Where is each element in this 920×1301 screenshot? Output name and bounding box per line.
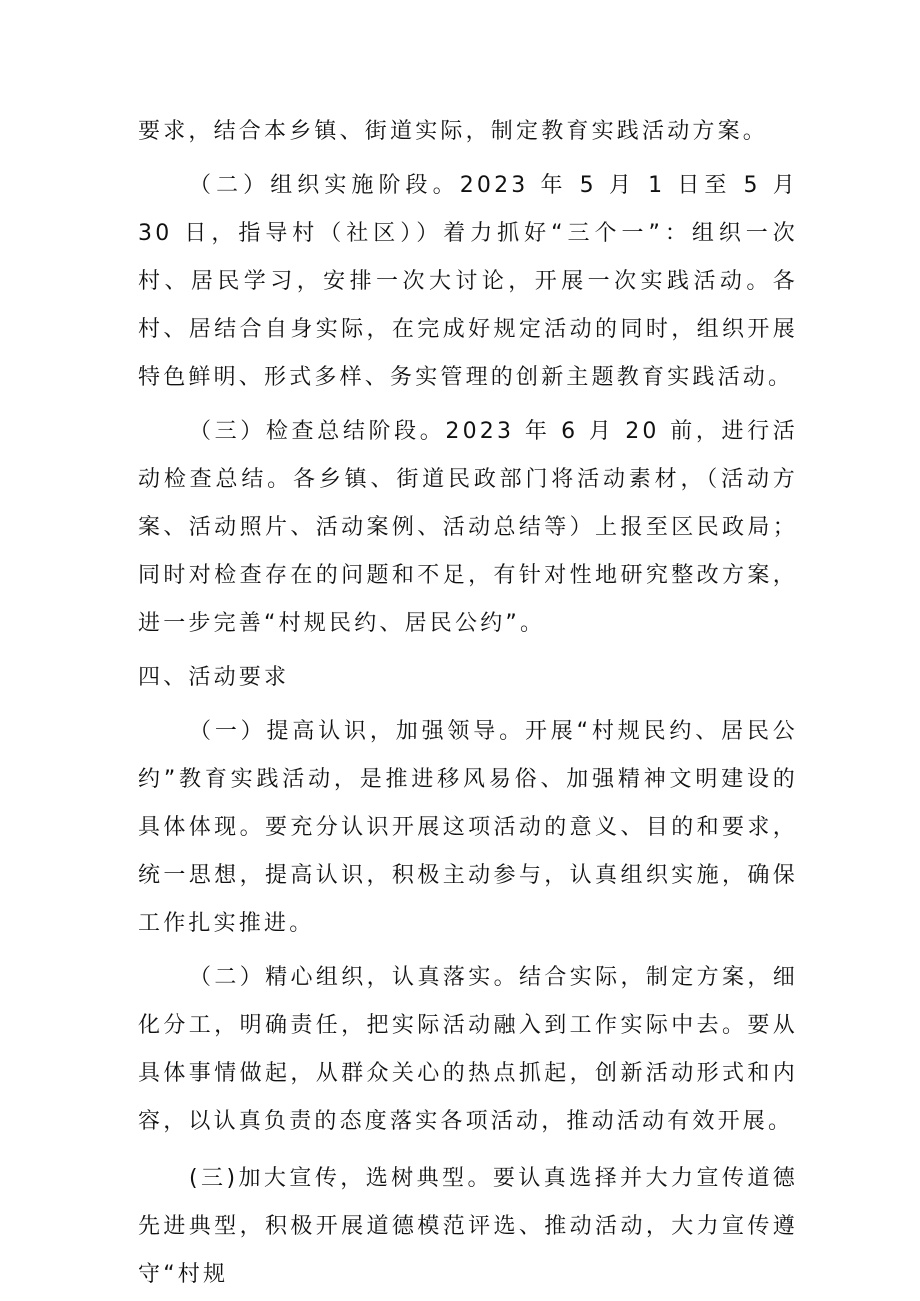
paragraph-review-stage: （三）检查总结阶段。2023 年 6 月 20 前，进行活动检查总结。各乡镇、街道民政部门将活动素材，（活动方案、活动照片、活动案例、活动总结等）上报至区民政局；同时对检查存在的问题和不足，有针对性地研究整改方案，进一步完善“村规民约、居民公约”。 — [138, 419, 798, 636]
paragraph-publicity: (三)加大宣传，选树典型。要认真选择并大力宣传道德先进典型，积极开展道德模范评选、推动活动，大力宣传遵守“村规 — [138, 1166, 798, 1287]
paragraph-implementation-stage: （二）组织实施阶段。2023 年 5 月 1 日至 5 月 30 日，指导村（社区））着力抓好“三个一”：组织一次村、居民学习，安排一次大讨论，开展一次实践活动。各村、居结合自身实际，在完成好规定活动的同时，组织开展特色鲜明、形式多样、务实管理的创新主题教育实践活动。 — [138, 173, 798, 390]
section-heading-requirements: 四、活动要求 — [138, 665, 290, 690]
document-body — [138, 108, 798, 1299]
paragraph-continuation: 要求，结合本乡镇、街道实际，制定教育实践活动方案。 — [138, 119, 769, 144]
paragraph-raise-awareness: （一）提高认识，加强领导。开展“村规民约、居民公约”教育实践活动，是推进移风易俗、加强精神文明建设的具体体现。要充分认识开展这项活动的意义、目的和要求，统一思想，提高认识，积极主动参与，认真组织实施，确保工作扎实推进。 — [138, 719, 798, 936]
paragraph-careful-organization: （二）精心组织，认真落实。结合实际，制定方案，细化分工，明确责任，把实际活动融入到工作实际中去。要从具体事情做起，从群众关心的热点抓起，创新活动形式和内容，以认真负责的态度落实各项活动，推动活动有效开展。 — [138, 965, 798, 1134]
